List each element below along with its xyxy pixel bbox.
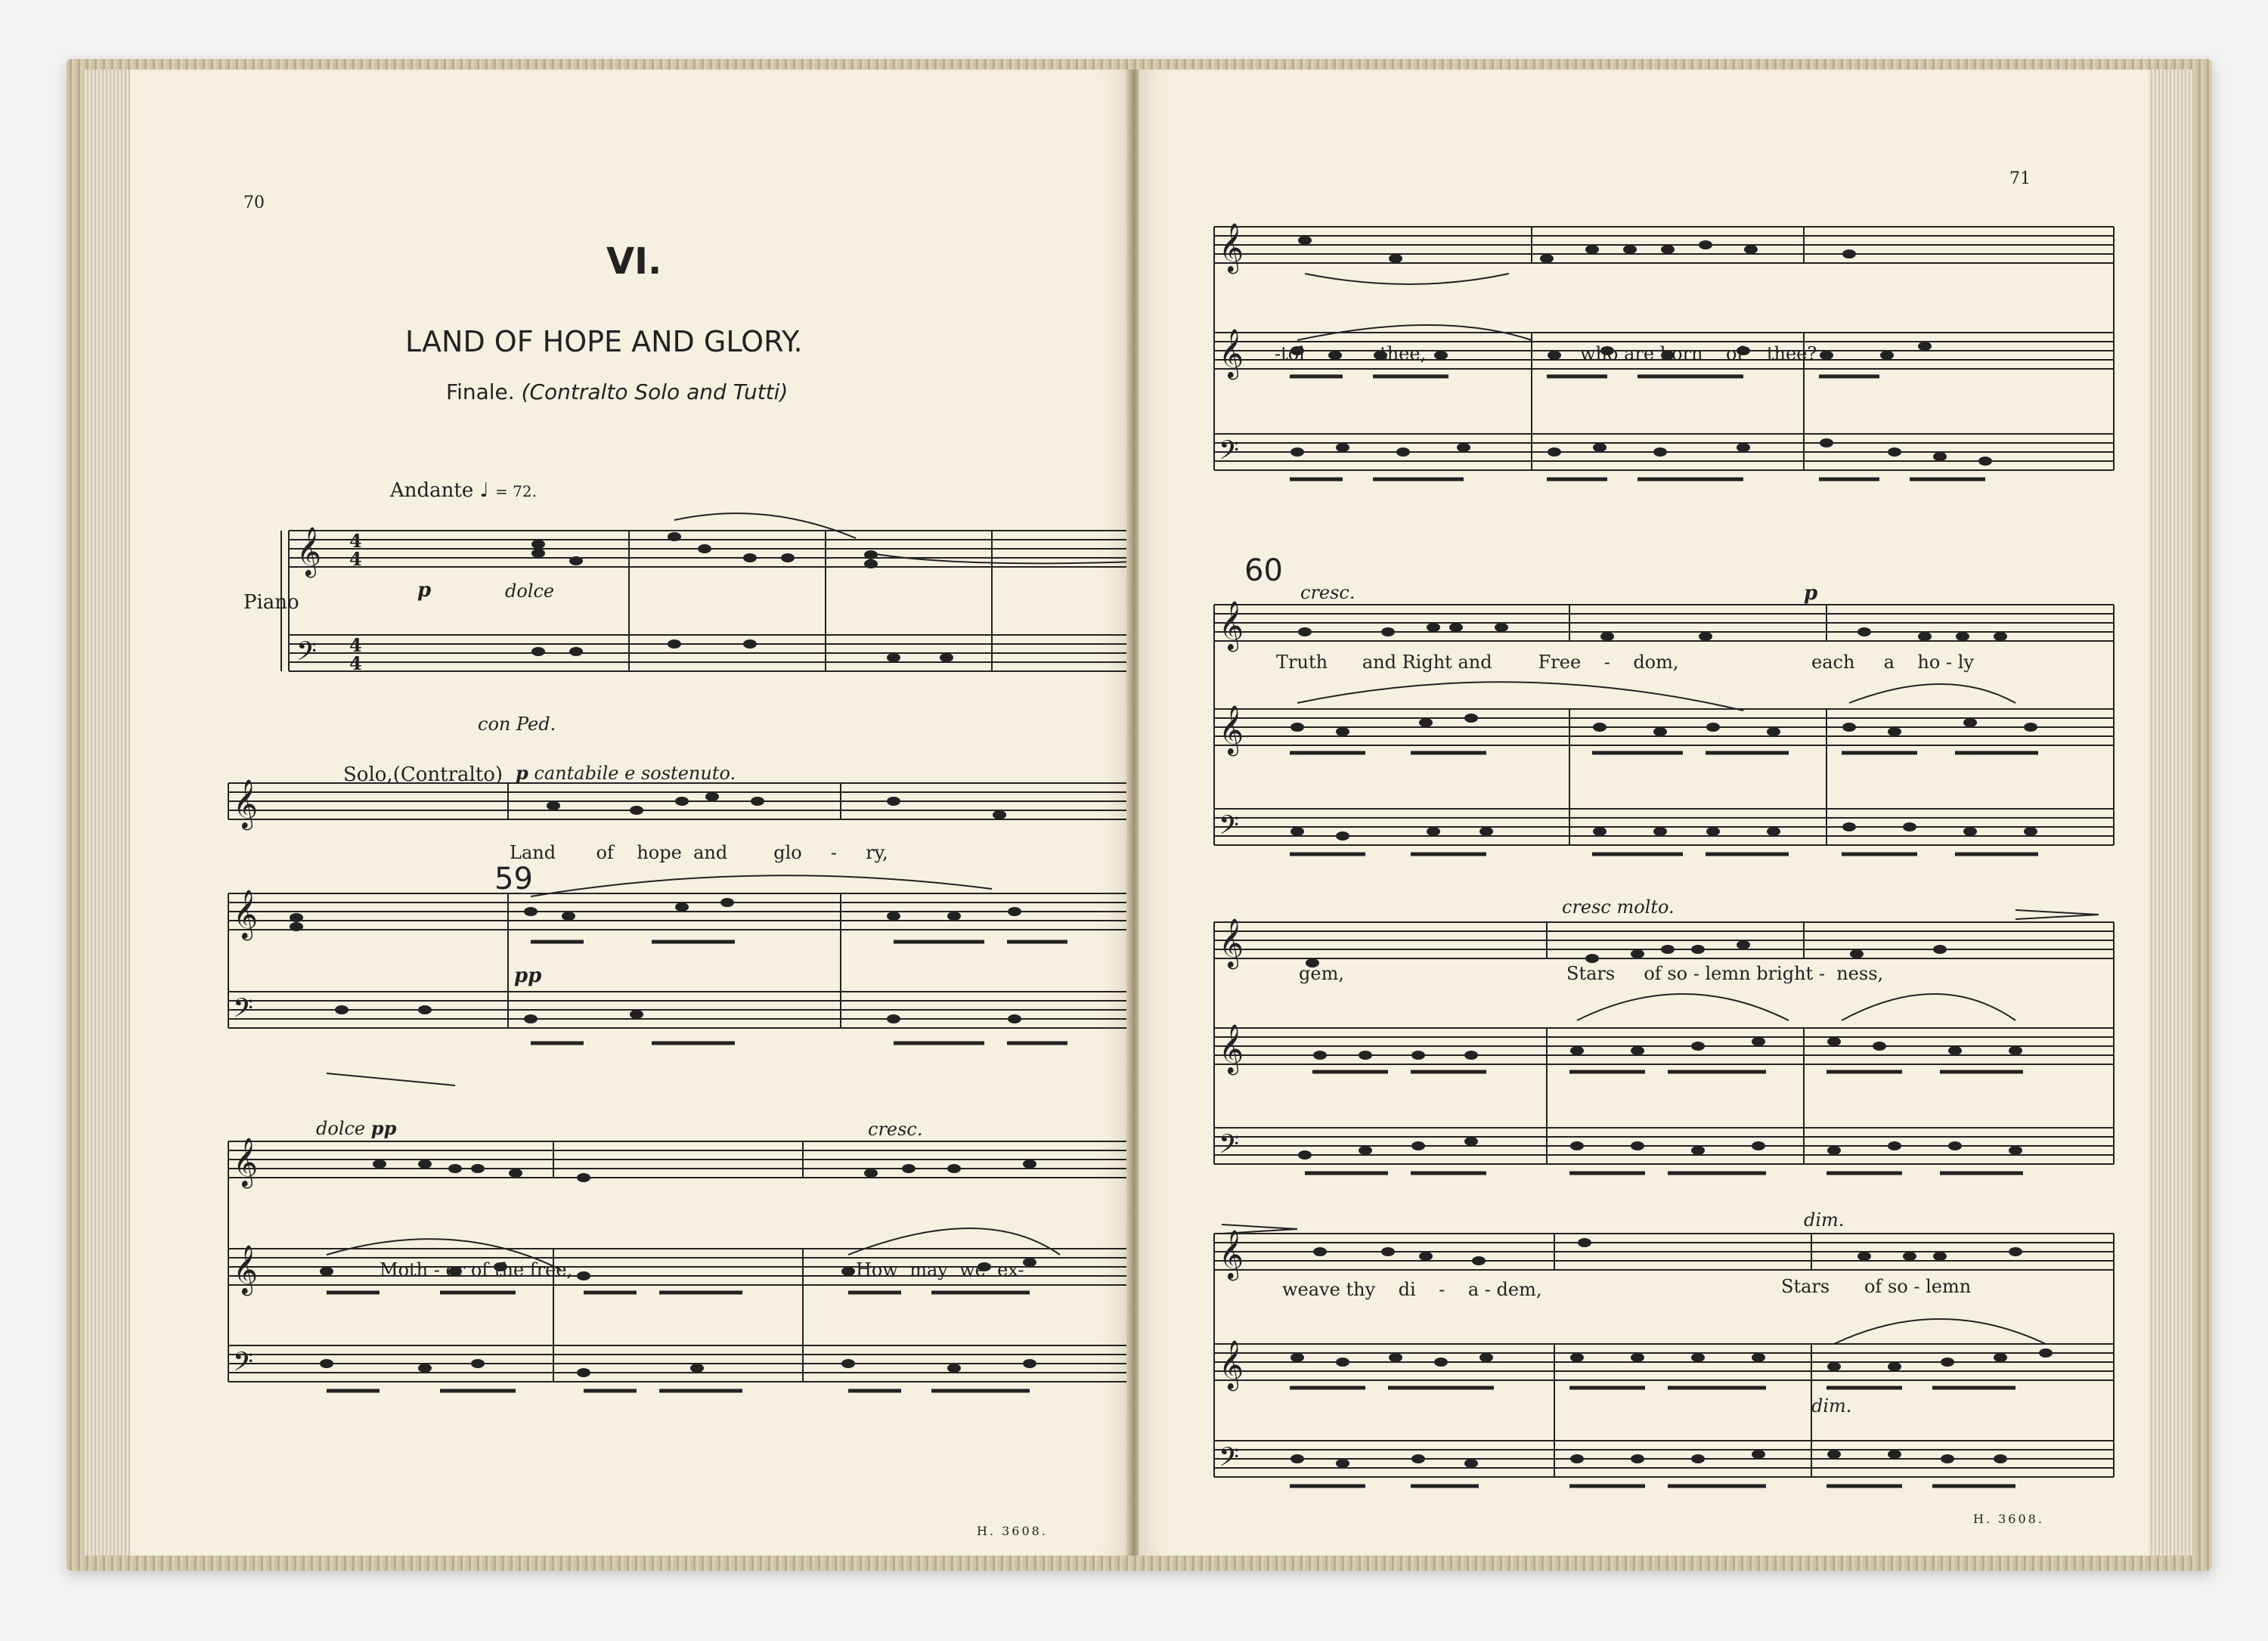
treble-clef-icon: 𝄞 <box>233 1138 259 1187</box>
lyric: - <box>1693 963 1699 984</box>
lyric: Moth <box>380 1259 429 1280</box>
instrument-label: Piano <box>243 591 299 614</box>
solo-expression: cantabile e sostenuto. <box>534 763 736 784</box>
dynamic-pp: pp <box>514 964 542 987</box>
page-edges-left <box>85 70 132 1556</box>
cresc-molto-marking: cresc molto. <box>1562 896 1675 918</box>
lyric: - <box>1439 1279 1445 1300</box>
section-numeral: VI. <box>606 240 662 283</box>
crotchet-icon: ♩ <box>479 479 489 502</box>
dolce-marking-2 <box>316 1117 396 1139</box>
lyric: lemn <box>1926 1276 1972 1297</box>
staff-system-3 <box>228 1138 1173 1466</box>
bass-clef-icon: 𝄢 <box>1219 435 1240 472</box>
lyric: dem, <box>1496 1279 1542 1300</box>
lyric: - <box>1913 1276 1920 1297</box>
dynamic-pp-2: pp <box>370 1117 397 1139</box>
lyric: so <box>1887 1276 1908 1297</box>
lyric: ness, <box>1836 963 1884 984</box>
lyric: -tol <box>1275 343 1305 364</box>
subtitle <box>446 379 788 404</box>
lyrics-line-3b <box>1580 343 1817 364</box>
lyrics-line-4b <box>1811 652 1974 673</box>
lyric: are <box>1624 343 1655 364</box>
svg-text:4: 4 <box>349 548 362 570</box>
staff-system-1 <box>281 527 1204 773</box>
solo-marking <box>516 762 736 784</box>
dolce-marking: dolce <box>505 581 555 602</box>
lyric: How <box>856 1259 898 1280</box>
subtitle-text: Finale. <box>446 379 515 404</box>
lyric: - <box>1818 963 1825 984</box>
bass-clef-icon: 𝄢 <box>233 992 254 1029</box>
treble-clef-icon: 𝄞 <box>1219 601 1244 650</box>
lyrics-line-3 <box>1275 343 1426 364</box>
dolce-text: dolce <box>316 1118 366 1139</box>
lyric: - <box>1603 652 1610 673</box>
lyric: - <box>1484 1279 1491 1300</box>
lyric: Free <box>1538 652 1582 673</box>
lyric: of <box>1864 1276 1882 1297</box>
dim-marking-2: dim. <box>1811 1395 1852 1417</box>
lyric: of <box>1644 963 1662 984</box>
lyric: thy <box>1346 1279 1376 1300</box>
lyric: born <box>1659 343 1703 364</box>
bass-clef-icon: 𝄢 <box>296 636 318 673</box>
treble-clef-icon: 𝄞 <box>1219 705 1244 754</box>
lyric: di <box>1398 1279 1416 1300</box>
con-ped-marking: con Ped. <box>478 714 556 735</box>
lyric: of <box>1725 343 1744 364</box>
lyric: each <box>1811 652 1855 673</box>
treble-clef-icon: 𝄞 <box>1219 329 1244 378</box>
tempo-text: Andante <box>390 479 474 502</box>
lyric: ho <box>1917 652 1941 673</box>
treble-clef-icon: 𝄞 <box>1219 1024 1244 1073</box>
lyric: dom, <box>1633 652 1679 673</box>
rehearsal-number-60: 60 <box>1244 553 1283 588</box>
tempo-marking <box>390 479 537 502</box>
treble-clef-icon: 𝄞 <box>1219 1230 1244 1279</box>
lyric: ry, <box>866 842 888 863</box>
lyrics-line-5b <box>1566 963 1883 984</box>
left-page <box>130 70 1129 1556</box>
lyric: glo <box>773 842 802 863</box>
bass-clef-icon: 𝄢 <box>233 1346 254 1383</box>
right-page <box>1139 70 2149 1556</box>
treble-clef-icon: 𝄞 <box>1219 223 1244 272</box>
lyrics-line-5 <box>1299 963 1344 984</box>
lyric: we <box>959 1259 986 1280</box>
lyric: ly <box>1957 652 1974 673</box>
treble-clef-icon: 𝄞 <box>233 1245 259 1294</box>
lyric: Land <box>510 842 556 863</box>
lyric: and <box>693 842 728 863</box>
song-title: LAND OF HOPE AND GLORY. <box>405 325 803 358</box>
lyrics-line-2b <box>856 1259 1024 1280</box>
lyric: a <box>1883 652 1895 673</box>
cresc-marking: cresc. <box>868 1119 923 1140</box>
lyric: - <box>433 1259 440 1280</box>
page-number: 71 <box>2009 169 2031 188</box>
treble-clef-icon: 𝄞 <box>233 779 259 828</box>
lyric: who <box>1580 343 1619 364</box>
lyric: Truth <box>1276 652 1328 673</box>
subtitle-italic: (Contralto Solo and Tutti) <box>521 379 789 404</box>
lyric: thee? <box>1766 343 1817 364</box>
treble-clef-icon: 𝄞 <box>233 890 259 939</box>
plate-number: H. 3608. <box>1973 1512 2044 1526</box>
bass-clef-icon: 𝄢 <box>1219 810 1240 847</box>
svg-text:4: 4 <box>349 530 362 552</box>
bass-clef-icon: 𝄢 <box>1219 1129 1240 1166</box>
lyric: Right <box>1402 652 1452 673</box>
metronome: = 72. <box>495 482 537 500</box>
lyric: of <box>596 842 614 863</box>
bass-clef-icon: 𝄢 <box>1219 1441 1240 1478</box>
lyric: er <box>445 1259 466 1280</box>
page-edges-right <box>2147 70 2194 1556</box>
lyric: ex- <box>997 1259 1024 1280</box>
lyrics-line-4 <box>1276 652 1679 673</box>
rehearsal-number-59: 59 <box>494 862 533 896</box>
lyrics-line-6 <box>1282 1279 1542 1300</box>
dynamic-p: p <box>1804 582 1818 605</box>
lyric: hope <box>637 842 682 863</box>
lyric: - <box>830 842 838 863</box>
lyric: thee, <box>1380 343 1427 364</box>
lyrics-line-1 <box>510 842 888 863</box>
solo-dynamic: p <box>516 762 528 784</box>
svg-text:4: 4 <box>349 634 362 656</box>
lyric: a <box>1467 1279 1479 1300</box>
lyric: so <box>1667 963 1688 984</box>
dynamic-p: p <box>417 579 432 602</box>
dim-marking: dim. <box>1804 1209 1845 1231</box>
lyric: gem, <box>1299 963 1344 984</box>
lyric: of <box>470 1259 489 1280</box>
lyric: free, <box>529 1259 573 1280</box>
cresc-marking: cresc. <box>1300 582 1356 603</box>
lyric: bright <box>1756 963 1814 984</box>
lyric: lemn <box>1705 963 1751 984</box>
lyric: and <box>1458 652 1492 673</box>
page-number: 70 <box>243 194 265 212</box>
staff-system-4 <box>1214 223 2121 544</box>
lyric: weave <box>1282 1279 1340 1300</box>
solo-label: Solo,(Contralto) <box>343 763 503 786</box>
lyric: may <box>909 1259 948 1280</box>
lyric: the <box>494 1259 525 1280</box>
lyric: Stars <box>1566 963 1616 984</box>
treble-clef-icon: 𝄞 <box>1219 918 1244 968</box>
lyric: and <box>1362 652 1396 673</box>
lyric: Stars <box>1781 1276 1830 1297</box>
lyric: - <box>1945 652 1953 673</box>
lyrics-line-6b <box>1781 1276 1971 1297</box>
staff-system-2 <box>228 779 1173 1116</box>
lyrics-line-2 <box>380 1259 572 1280</box>
plate-number: H. 3608. <box>977 1524 1048 1538</box>
treble-clef-icon: 𝄞 <box>296 527 322 576</box>
treble-clef-icon: 𝄞 <box>1219 1340 1244 1389</box>
svg-text:4: 4 <box>349 652 362 674</box>
